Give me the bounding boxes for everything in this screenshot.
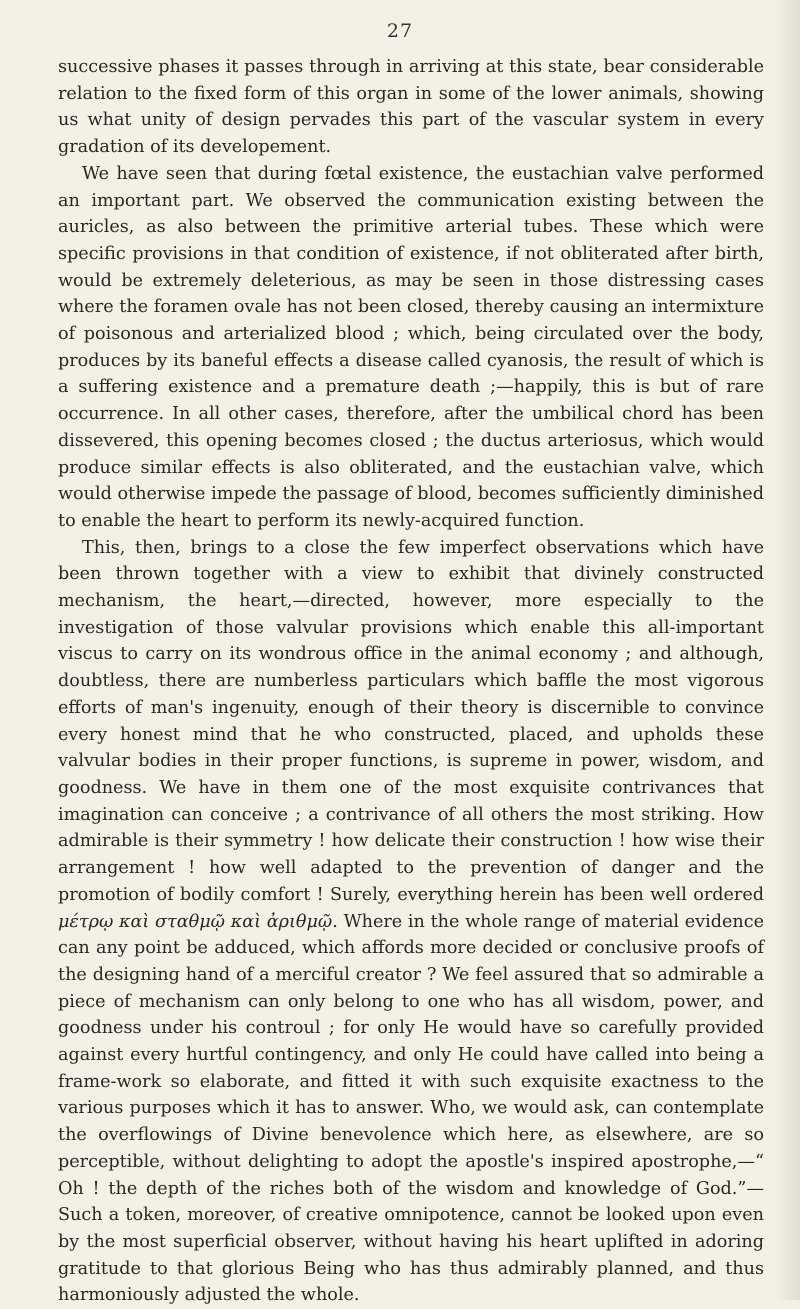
greek-phrase: μέτρῳ καὶ σταθμῷ καὶ ἀριθμῷ. <box>58 911 338 932</box>
paragraph-1: successive phases it passes through in arriving at this state, bear considerable relation to the fixed form of this organ in some of the lower animals, showing us what unity of design pervades this part of the vascular system in every gradation of its developement. <box>58 57 764 158</box>
body-text <box>58 54 764 1309</box>
paragraph-3-text-a: This, then, brings to a close the few imperfect observations which have been thrown together with a view to exhibit that divinely constructed mechanism, the heart,—directed, however, more especially to the investigation of those valvular provisions which enable this all-important viscus to carry on its wondrous office in the animal economy ; and although, doubtless, there are numberless particulars which baffle the most vigorous efforts of man's ingenuity, enough of their theory is discernible to convince every honest mind that he who constructed, placed, and upholds these valvular bodies in their proper functions, is supreme in power, wisdom, and goodness. We have in them one of the most exquisite contrivances that imagination can conceive ; a contrivance of all others the most striking. How admirable is their symmetry ! how delicate their construction ! how wise their arrangement ! how well adapted to the prevention of danger and the promotion of bodily comfort ! Surely, everything herein has been well ordered <box>58 537 764 905</box>
paragraph-3 <box>58 535 764 1309</box>
page-edge-shadow <box>774 0 800 1300</box>
paragraph-2: We have seen that during fœtal existence, the eustachian valve performed an important part. We observed the communication existing between the auricles, as also between the primitive arterial tubes. These which were specific provisions in that condition of existence, if not obliterated after birth, would be extremely deleterious, as may be seen in those distressing cases where the foramen ovale has not been closed, thereby causing an intermixture of poisonous and arterialized blood ; which, being circulated over the body, produces by its baneful effects a disease called cyanosis, the result of which is a suffering existence and a premature death ;—happily, this is but of rare occurrence. In all other cases, therefore, after the umbilical chord has been dissevered, this opening becomes closed ; the ductus arteriosus, which would produce similar effects is also obliterated, and the eustachian valve, which would otherwise impede the passage of blood, becomes sufficiently diminished to enable the heart to perform its newly-acquired function. <box>58 163 764 531</box>
paragraph-3-text-b: Where in the whole range of material evidence can any point be adduced, which affords more decided or conclusive proofs of the designing hand of a merciful creator ? We feel assured that so admirable a piece of mechanism can only belong to one who has all wisdom, power, and goodness under his controul ; for only He would have so carefully provided against every hurtful contingency, and only He could have called into being a frame-work so elaborate, and fitted it with such exquisite exactness to the various purposes which it has to answer. Who, we would ask, can contemplate the overflowings of Divine benevolence which here, as elsewhere, are so perceptible, without delighting to adopt the apostle's inspired apostrophe,—“ Oh ! the depth of the riches both of the wisdom and knowledge of God.”— Such a token, moreover, of creative omnipotence, cannot be looked upon even by the most superficial observer, without having his heart uplifted in adoring gratitude to that glorious Being who has thus admirably planned, and thus harmoniously adjusted the whole. <box>58 911 765 1306</box>
page-number: 27 <box>386 20 414 42</box>
